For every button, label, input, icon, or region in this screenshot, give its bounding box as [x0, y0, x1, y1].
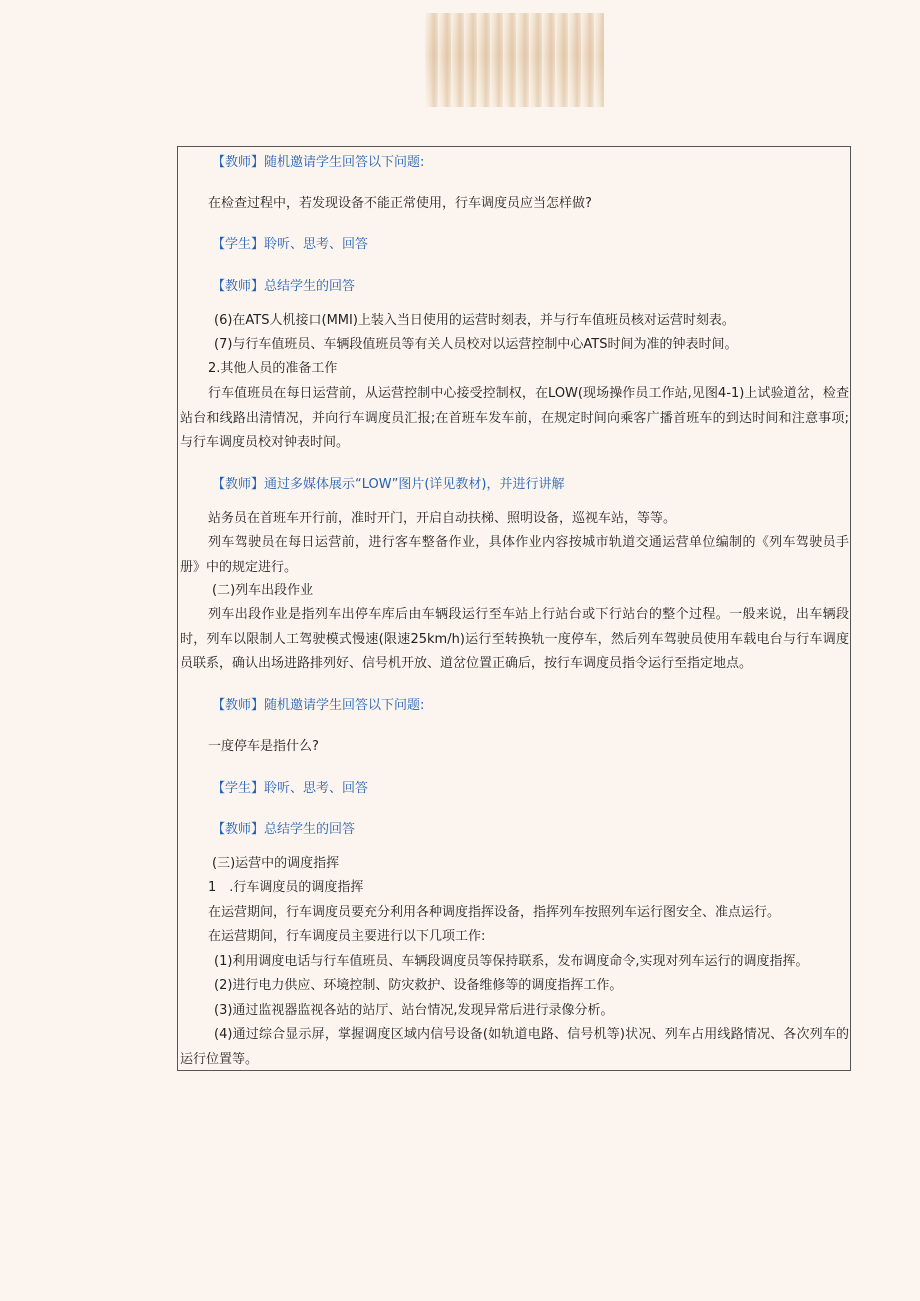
lesson-content-box	[177, 146, 851, 1071]
header-logo-image	[425, 13, 604, 107]
student-response-1: 【学生】聆听、思考、回答	[212, 237, 369, 252]
task-item-4: (4)通过综合显示屏，掌握调度区域内信号设备(如轨道电路、信号机等)状况、列车占用线路情况、各次列车的运行位置等。	[180, 1027, 849, 1067]
paragraph-duty-officer: 行车值班员在每日运营前，从运营控制中心接受控制权，在LOW(现场操作员工作站,见图4-1)上试验道岔，检查站台和线路出清情况，并向行车调度员汇报;在首班车发车前，在规定时间向乘客广播首班车的到达时间和注意事项;与行车调度员校对钟表时间。	[180, 386, 849, 450]
paragraph-departure-process: 列车出段作业是指列车出停车库后由车辆段运行至车站上行站台或下行站台的整个过程。一般来说，出车辆段时，列车以限制人工驾驶模式慢速(限速25km/h)运行至转换轨一度停车，然后列车驾驶员使用车载电台与行车调度员联系，确认出场进路排列好、信号机开放、道岔位置正确后，按行车调度员指令运行至指定地点。	[180, 607, 849, 671]
subheading-dispatcher: 1 .行车调度员的调度指挥	[208, 880, 364, 895]
paragraph-dispatch-tasks: 在运营期间，行车调度员主要进行以下几项工作:	[208, 929, 486, 944]
item-6: (6)在ATS人机接口(MMI)上装入当日使用的运营时刻表，并与行车值班员核对运营时刻表。	[214, 313, 735, 328]
teacher-summary-2: 【教师】总结学生的回答	[212, 822, 356, 837]
task-item-2: (2)进行电力供应、环境控制、防灾救护、设备维修等的调度指挥工作。	[214, 978, 623, 993]
task-item-3: (3)通过监视器监视各站的站厅、站台情况,发现异常后进行录像分析。	[214, 1003, 614, 1018]
student-response-2: 【学生】聆听、思考、回答	[212, 781, 369, 796]
teacher-prompt-1: 【教师】随机邀请学生回答以下问题:	[212, 155, 425, 170]
teacher-prompt-2: 【教师】随机邀请学生回答以下问题:	[212, 698, 425, 713]
section-heading-2: 2.其他人员的准备工作	[208, 361, 338, 376]
paragraph-dispatch-equipment: 在运营期间，行车调度员要充分利用各种调度指挥设备，指挥列车按照列车运行图安全、准点运行。	[208, 905, 781, 920]
question-1: 在检查过程中，若发现设备不能正常使用，行车调度员应当怎样做?	[208, 196, 592, 211]
section-heading-operation-dispatch: (三)运营中的调度指挥	[212, 856, 340, 871]
paragraph-train-driver: 列车驾驶员在每日运营前，进行客车整备作业，具体作业内容按城市轨道交通运营单位编制的《列车驾驶员手册》中的规定进行。	[180, 535, 849, 575]
item-7: (7)与行车值班员、车辆段值班员等有关人员校对以运营控制中心ATS时间为准的钟表时间。	[214, 337, 738, 352]
teacher-media-note: 【教师】通过多媒体展示“LOW”图片(详见教材)，并进行讲解	[212, 477, 565, 492]
question-2: 一度停车是指什么?	[208, 739, 319, 754]
task-item-1: (1)利用调度电话与行车值班员、车辆段调度员等保持联系，发布调度命令,实现对列车运行的调度指挥。	[214, 954, 809, 969]
section-heading-train-departure: (二)列车出段作业	[212, 583, 314, 598]
paragraph-station-staff: 站务员在首班车开行前，准时开门，开启自动扶梯、照明设备，巡视车站，等等。	[208, 511, 677, 526]
teacher-summary-1: 【教师】总结学生的回答	[212, 279, 356, 294]
